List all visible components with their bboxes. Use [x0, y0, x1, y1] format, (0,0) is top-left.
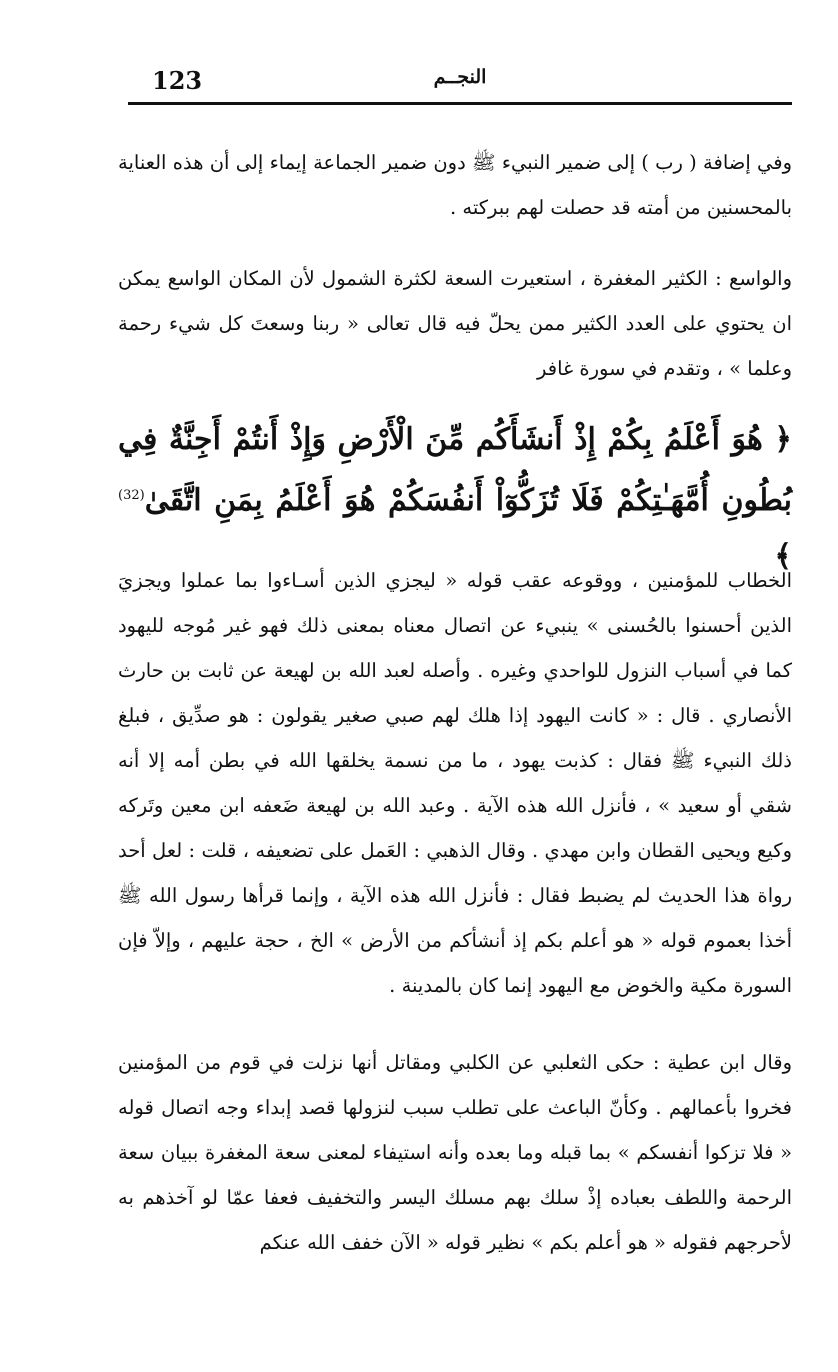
verse-open-bracket: ﴿ [774, 422, 792, 457]
paragraph-3: الخطاب للمؤمنين ، ووقوعه عقب قوله « ليجزي الذين أسـاءوا بما عملوا ويجزيَ الذين أحسنوا بالحُسنى » ينبيء عن اتصال معناه بمعنى ذلك فهو غير مُوجه لليهود كما في أسباب النزول للواحدي وغيره . وأصله لعبد الله بن لهيعة عن ثابت بن حارث الأنصاري . قال : « كانت اليهود إذا هلك لهم صبي صغير يقولون : هو صدِّيق ، فبلغ ذلك النبيء ﷺ فقال : كذبت يهود ، ما من نسمة يخلقها الله في بطن أمه إلا أنه شقي أو سعيد » ، فأنزل الله هذه الآية . وعبد الله بن لهيعة ضَعفه ابن معين وتَركه وكيع ويحيى القطان وابن مهدي . وقال الذهبي : العَمل على تضعيفه ، قلت : لعل أحد رواة هذا الحديث لم يضبط فقال : فأنزل الله هذه الآية ، وإنما قرأها رسول الله ﷺ أخذا بعموم قوله « هو أعلم بكم إذ أنشأكم من الأرض » الخ ، حجة عليهم ، وإلاّ فإن السورة مكية والخوض مع اليهود إنما كان بالمدينة . [118, 569, 792, 997]
running-title: النجــم [433, 66, 487, 88]
verse-close-bracket: ﴾ [774, 539, 792, 574]
page-header [128, 58, 792, 105]
paragraph-2: والواسع : الكثير المغفرة ، استعيرت السعة لكثرة الشمول لأن المكان الواسع يمكن ان يحتوي على العدد الكثير ممن يحلّ فيه قال تعالى « ربنا وسعتَ كل شيء رحمة وعلما » ، وتقدم في سورة غافر [118, 267, 792, 380]
page-number: 123 [152, 66, 203, 95]
verse-number: (32) [118, 488, 145, 503]
paragraph-4: وقال ابن عطية : حكى الثعلبي عن الكلبي ومقاتل أنها نزلت في قوم من المؤمنين فخروا بأعمالهم . وكأنّ الباعث على تطلب سبب لنزولها قصد إبداء وجه اتصال قوله « فلا تزكوا أنفسكم » بما قبله وما بعده وأنه استيفاء لمعنى سعة المغفرة ببيان سعة الرحمة واللطف بعباده إذْ سلك بهم مسلك اليسر والتخفيف فعفا عمّا لو آخذهم به لأحرجهم فقوله « هو أعلم بكم » نظير قوله « الآن خفف الله عنكم [118, 1051, 792, 1254]
paragraph-1: وفي إضافة ( رب ) إلى ضمير النبيء ﷺ دون ضمير الجماعة إيماء إلى أن هذه العناية بالمحسنين من أمته قد حصلت لهم ببركته . [118, 151, 792, 219]
verse-text: هُوَ أَعْلَمُ بِكُمْ إِذْ أَنشَأَكُم مِّنَ الْأَرْضِ وَإِذْ أَنتُمْ أَجِنَّةٌ فِي بُطُونِ أُمَّهَـٰتِكُمْ فَلَا تُزَكُّوٓاْ أَنفُسَكُمْ هُوَ أَعْلَمُ بِمَنِ اتَّقَىٰ [118, 422, 792, 518]
